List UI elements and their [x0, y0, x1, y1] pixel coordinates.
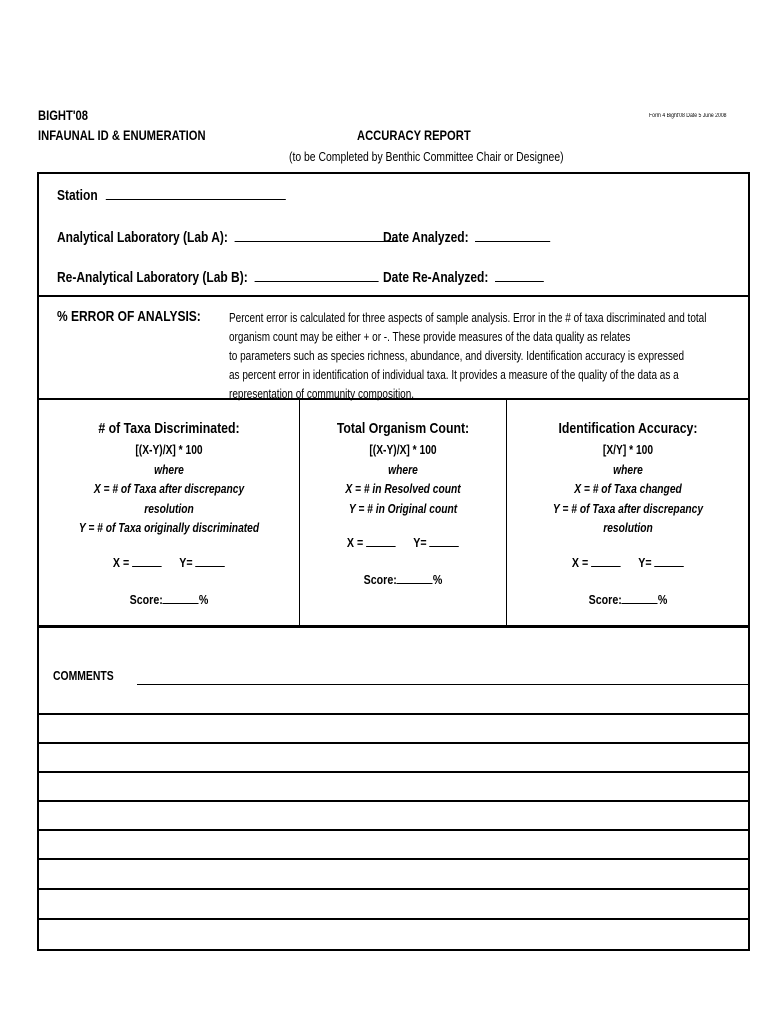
date-reanalyzed-blank[interactable]	[495, 269, 544, 282]
xy-inputs[interactable]	[532, 555, 724, 570]
xy-inputs[interactable]	[73, 555, 265, 570]
comment-line[interactable]	[37, 829, 750, 831]
error-text-line: Percent error is calculated for three aspects of sample analysis. Error in the # of taxa discriminated and total	[229, 311, 707, 325]
error-analysis-label: % ERROR OF ANALYSIS:	[57, 308, 201, 325]
where-label: where	[388, 462, 418, 477]
comments-label: COMMENTS	[53, 668, 114, 683]
score-input[interactable]	[532, 592, 724, 607]
y-label: Y=	[638, 554, 652, 570]
lab-a-label: Analytical Laboratory (Lab A):	[57, 229, 228, 246]
score-blank[interactable]	[397, 573, 433, 584]
date-analyzed-field[interactable]	[383, 229, 550, 246]
formula: [X/Y] * 100	[602, 443, 654, 457]
comment-line[interactable]	[37, 713, 750, 715]
score-label: Score:	[129, 591, 163, 607]
organism-count-column	[286, 420, 520, 587]
x-definition: X = # in Resolved count	[345, 482, 461, 496]
x-blank[interactable]	[591, 556, 621, 567]
score-input[interactable]	[73, 592, 265, 607]
y-definition: Y = # of Taxa after discrepancy resolution	[552, 501, 704, 535]
x-label: X =	[346, 535, 364, 550]
score-label: Score:	[588, 591, 622, 607]
column-title: Identification Accuracy:	[558, 420, 698, 437]
x-definition: X = # of Taxa changed	[574, 482, 682, 496]
score-unit: %	[198, 591, 209, 607]
score-unit: %	[432, 572, 443, 587]
form-reference: Form 4 Bight'08 Date 5 June 2008	[649, 113, 727, 119]
lab-b-field[interactable]	[57, 269, 378, 286]
date-reanalyzed-field[interactable]	[383, 269, 544, 286]
where-label: where	[613, 462, 643, 477]
comment-line[interactable]	[37, 800, 750, 802]
lab-b-blank[interactable]	[254, 269, 378, 282]
station-field[interactable]	[57, 187, 286, 204]
comment-line[interactable]	[37, 888, 750, 890]
y-label: Y=	[179, 554, 193, 570]
x-blank[interactable]	[366, 536, 396, 547]
lab-a-field[interactable]	[57, 229, 397, 246]
org-label: BIGHT'08	[38, 107, 88, 123]
station-blank[interactable]	[106, 187, 286, 200]
y-definition: Y = # in Original count	[348, 501, 458, 516]
score-unit: %	[657, 591, 668, 607]
date-reanalyzed-label: Date Re-Analyzed:	[383, 269, 489, 286]
xy-inputs[interactable]	[307, 535, 499, 550]
error-analysis-text	[229, 309, 706, 404]
comments-box	[37, 626, 750, 951]
report-subtitle: (to be Completed by Benthic Committee Chair or Designee)	[289, 149, 564, 164]
x-label: X =	[112, 554, 130, 570]
taxa-discriminated-column	[52, 420, 286, 607]
lab-a-blank[interactable]	[234, 229, 396, 242]
column-title: # of Taxa Discriminated:	[98, 420, 240, 437]
lab-b-label: Re-Analytical Laboratory (Lab B):	[57, 269, 248, 286]
x-label: X =	[571, 554, 589, 570]
error-text-line: representation of community composition.	[229, 387, 415, 401]
date-analyzed-label: Date Analyzed:	[383, 229, 469, 246]
y-blank[interactable]	[655, 556, 685, 567]
comment-line[interactable]	[37, 858, 750, 860]
y-definition: Y = # of Taxa originally discriminated	[78, 521, 260, 535]
y-blank[interactable]	[430, 536, 460, 547]
error-text-line: as percent error in identification of individual taxa. It provides a measure of the quality of the data as a	[229, 368, 679, 382]
y-label: Y=	[413, 535, 427, 550]
comment-line[interactable]	[37, 742, 750, 744]
comment-line[interactable]	[37, 918, 750, 920]
error-text-line: to parameters such as species richness, abundance, and diversity. Identification accuracy is expressed	[229, 349, 685, 363]
formula: [(X-Y)/X] * 100	[135, 443, 203, 457]
comment-line[interactable]	[37, 771, 750, 773]
formula: [(X-Y)/X] * 100	[369, 443, 437, 457]
x-definition: X = # of Taxa after discrepancy resolution	[93, 482, 245, 516]
where-label: where	[154, 462, 184, 477]
score-input[interactable]	[307, 572, 499, 587]
x-blank[interactable]	[132, 556, 162, 567]
date-analyzed-blank[interactable]	[475, 229, 550, 242]
station-label: Station	[57, 187, 98, 204]
score-blank[interactable]	[622, 593, 658, 604]
comment-line[interactable]	[137, 684, 749, 685]
divider	[37, 295, 750, 297]
column-title: Total Organism Count:	[336, 420, 470, 437]
y-blank[interactable]	[196, 556, 226, 567]
section-label: INFAUNAL ID & ENUMERATION	[38, 127, 206, 143]
identification-accuracy-column	[511, 420, 745, 607]
score-label: Score:	[363, 572, 397, 587]
score-blank[interactable]	[163, 593, 199, 604]
error-text-line: organism count may be either + or -. These provide measures of the data quality as relates	[229, 330, 631, 344]
report-title: ACCURACY REPORT	[357, 127, 471, 143]
